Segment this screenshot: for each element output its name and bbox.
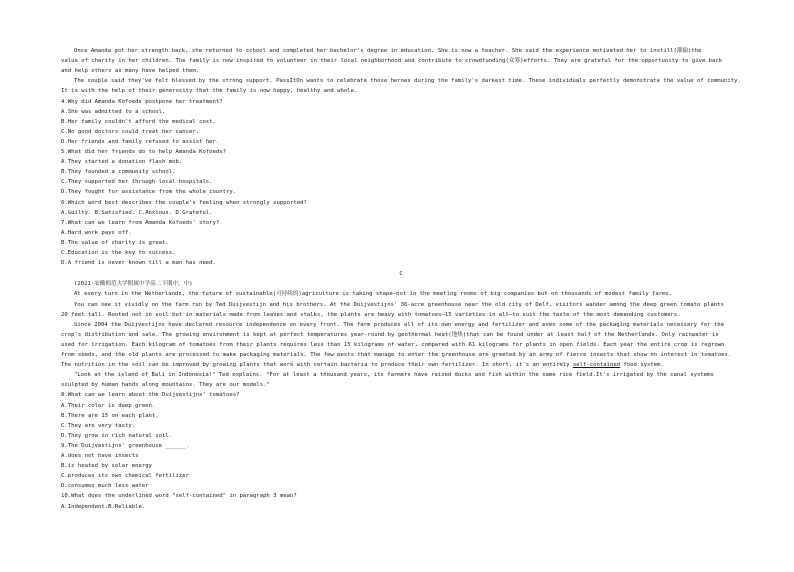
answer-option: A.She was admitted to a school.	[61, 108, 166, 115]
answer-option: B.They founded a community school.	[61, 169, 176, 176]
question-stem: 9.The Duijvestijns' greenhouse ______.	[61, 442, 189, 449]
answer-option: A.Independent.B.Reliable.	[61, 503, 146, 510]
paragraph-line: The nutrition in the soil can be improved by growing plants that work with certain bacteria to produce their own fertilizer. In short, it's an entirely self-contained food system.	[61, 362, 664, 369]
answer-option: A.They started a donation flash mob.	[61, 159, 183, 166]
answer-option: D.They fought for assistance from the whole country.	[61, 189, 237, 196]
answer-option: C.Education is the key to success.	[61, 250, 176, 256]
answer-option: D.They grow in rich natural soil.	[61, 432, 173, 439]
paragraph-line: crop's distribution and sale. The growing environment is kept at perfect temperatures year-round by geothermal heat(地热)that can be found under at least half of the Netherlands. Only rainwater is	[61, 331, 719, 338]
question-stem: 5.What did her friends do to help Amanda Kofoeds?	[61, 149, 227, 155]
paragraph-line: You can see it vividly on the farm run by Ted Duijvestijn and his brothers. At the Duijvestijns' 36-acre greenhouse near the old city of Delf, visitors wander among the deep green tomato plants	[74, 301, 724, 308]
answer-option: A.Their color is deep green.	[61, 402, 156, 409]
paragraph-line: value of charity in her children. The family is now inspired to volunteer in their local neighborhood and contribute to crowdfunding(众筹)efforts. They are grateful for the opportunity to give back	[61, 58, 723, 65]
answer-option: B.There are 15 on each plant.	[61, 412, 159, 419]
question-stem: 7.What can we learn from Amanda Kofoeds' story?	[61, 219, 220, 226]
answer-option: D.Her friends and family refused to assist her.	[61, 138, 220, 145]
answer-option: A.Guilty. B.Satisfied. C.Anxious. D.Grateful.	[61, 209, 213, 216]
paragraph-line: 20 feet tall. Rooted not in soil but in materials made from leaves and stalks, the plants are heavy with tomatoes—15 varieties in all—to suit the taste of the most demanding customers.	[61, 311, 681, 318]
paragraph-line: At every turn in the Netherlands, the future of sustainable(可持续的)agriculture is taking shape—not in the meeting rooms of big companies but on thousands of modest family farms.	[74, 291, 673, 298]
answer-option: A.Hard work pays off.	[61, 229, 132, 236]
underlined-word: self-contained	[572, 362, 621, 369]
answer-option: A.does not have insects	[61, 453, 139, 459]
paragraph-line: Once Amanda got her strength back, she returned to school and completed her bachelor's degree in education. She is now a teacher. She said the experience motivated her to instill(灌输)the	[74, 48, 702, 54]
paragraph-line: It is with the help of their generosity that the family is now happy, healthy and whole.	[61, 88, 358, 95]
question-stem: 10.What does the underlined word "self-contained" in paragraph 3 mean?	[61, 493, 297, 500]
paragraph-line: from seeds, and the old plants are processed to make packaging materials. The few pests that manage to enter the greenhouse are greeted by an army of fierce insects that show no interest in tomatoes.	[61, 352, 732, 358]
paragraph-line: and help others as many have helped them.	[61, 68, 200, 75]
answer-option: C.No good doctors could treat her cancer.	[61, 128, 200, 135]
paragraph-line: "Look at the island of Bali in Indonesia!" Ted explains. "For at least a thousand years, its farmers have raised ducks and fish within the same rice field.It's irrigated by the canal systems	[74, 372, 714, 379]
answer-option: D.consumes much less water	[61, 483, 149, 490]
paragraph-line: Since 2004 the Duijvestijns have declared resource independence on every front. The farm produces all of its own energy and fertilizer and even some of the packaging materials necessary for the	[74, 321, 724, 328]
source-note: (2021·安徽师范大学附属中学高二下期中，中)	[74, 281, 193, 288]
answer-option: B.The value of charity is great.	[61, 239, 169, 246]
question-stem: 8.What can we learn about the Duijvestijns' tomatoes?	[61, 392, 240, 399]
paragraph-line: sculpted by human hands along mountains. They are our models."	[61, 382, 270, 389]
answer-option: C.produces its own chemical fertilizer	[61, 473, 189, 480]
answer-option: B.is heated by solar energy	[61, 463, 152, 470]
paragraph-line: The couple said they've felt blessed by the strong support. PassItOn wants to celebrate those heroes during the family's darkest time. These individuals perfectly demonstrate the value of community.	[74, 78, 741, 85]
answer-option: C.They supported her through local hospitals.	[61, 179, 213, 186]
question-stem: 6.Which word best describes the couple's feeling when strongly supported?	[61, 199, 307, 206]
paragraph-line: used for irrigation. Each kilogram of tomatoes from their plants requires less than 15 kilograms of water, compared with 61 kilograms for plants in open fields. Each year the entire crop is regrown	[61, 341, 725, 348]
answer-option: B.Her family couldn't afford the medical cost.	[61, 118, 216, 125]
answer-option: D.A friend is never known till a man has need.	[61, 260, 216, 267]
question-stem: 4.Why did Amanda Kofoeds postpone her treatment?	[61, 98, 223, 105]
section-label: C	[399, 271, 403, 278]
answer-option: C.They are very tasty.	[61, 422, 136, 429]
